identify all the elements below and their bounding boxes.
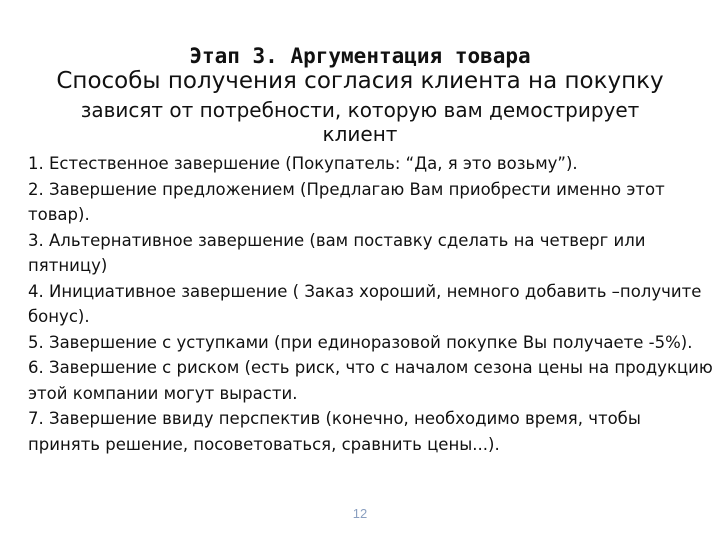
- list-item: 2. Завершение предложением (Предлагаю Вам приобрести именно этот товар).: [28, 179, 665, 224]
- list-item: 7. Завершение ввиду перспектив (конечно, необходимо время, чтобы принять решение, посоветоваться, сравнить цены...).: [28, 409, 641, 454]
- list-item: 1. Естественное завершение (Покупатель: “Да, я это возьму”).: [28, 154, 578, 173]
- closing-methods-list: [28, 151, 716, 457]
- slide-subheading-line-2: клиент: [322, 122, 398, 146]
- list-item: 6. Завершение с риском (есть риск, что с началом сезона цены на продукцию этой компании могут вырасти.: [28, 358, 713, 403]
- list-item: 4. Инициативное завершение ( Заказ хороший, немного добавить –получите бонус).: [28, 281, 702, 326]
- list-item: 3. Альтернативное завершение (вам поставку сделать на четверг или пятницу): [28, 230, 646, 275]
- slide-subheading-line-1: зависят от потребности, которую вам демострирует: [80, 98, 640, 122]
- page-number: 12: [352, 506, 368, 521]
- stage-title: Этап 3. Аргументация товара: [189, 44, 531, 68]
- slide-heading: Способы получения согласия клиента на покупку: [56, 68, 664, 94]
- list-item: 5. Завершение с уступками (при единоразовой покупке Вы получаете -5%).: [28, 332, 693, 352]
